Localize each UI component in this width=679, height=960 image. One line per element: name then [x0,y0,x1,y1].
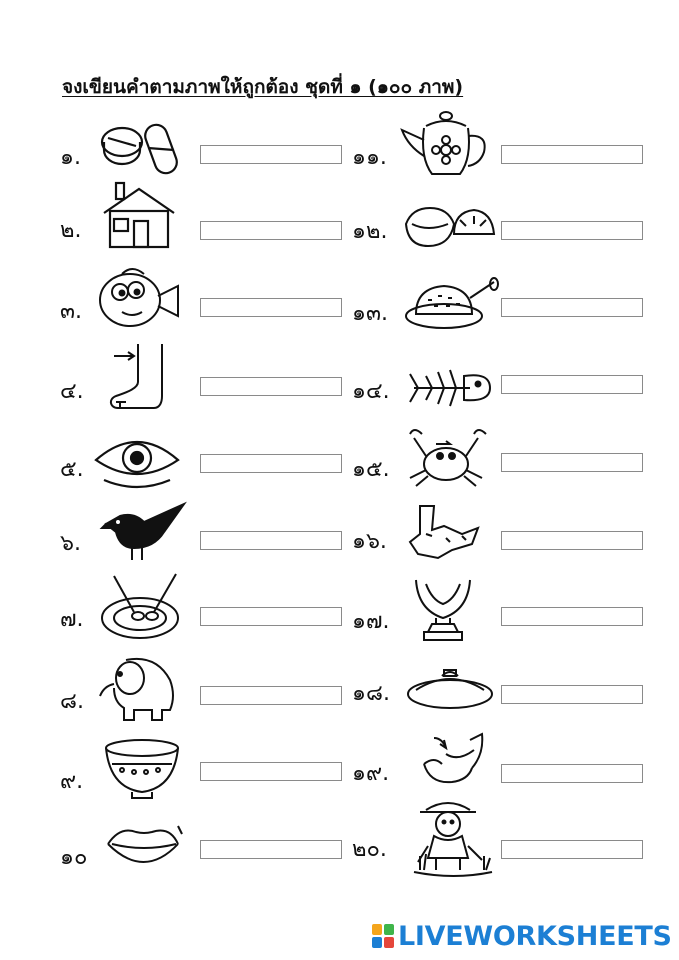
answer-input[interactable] [201,766,341,783]
answer-field[interactable] [200,454,342,473]
question-number: ๑๔. [352,379,390,404]
question-number: ๑๓. [352,301,388,326]
answer-field[interactable] [200,762,342,781]
answer-field[interactable] [501,221,643,240]
logo-text: LIVEWORKSHEETS [398,920,672,952]
question-5 [0,430,340,492]
answer-input[interactable] [201,149,341,166]
liveworksheets-logo [372,920,672,952]
answer-input[interactable] [201,458,341,475]
question-number: ๔. [60,379,84,404]
question-17 [340,576,679,644]
worksheet-title: จงเขียนคำตามภาพให้ถูกต้อง ชุดที่ ๑ (๑๐๐ ภาพ) [62,76,464,98]
answer-field[interactable] [501,840,643,859]
elephant-icon [96,654,182,724]
question-number: ๑๕. [352,457,390,482]
answer-input[interactable] [502,611,642,628]
eye-icon [94,430,180,490]
question-14 [340,358,679,414]
answer-field[interactable] [200,221,342,240]
lips-icon [106,822,184,876]
question-8 [0,654,340,724]
answer-input[interactable] [201,844,341,861]
answer-field[interactable] [200,840,342,859]
teapot-icon [398,106,494,178]
house-icon [100,183,178,249]
question-number: ๑๙. [352,761,390,786]
question-number: ๗. [60,607,84,632]
answer-field[interactable] [200,686,342,705]
answer-input[interactable] [502,149,642,166]
question-number: ๑๖. [352,529,387,554]
answer-input[interactable] [201,381,341,398]
question-number: ๓. [60,299,83,324]
crab-icon [406,426,492,488]
logo-square [372,937,382,948]
fish-icon [92,266,182,332]
question-3 [0,266,340,334]
answer-field[interactable] [200,607,342,626]
question-4 [0,344,340,414]
question-18 [340,660,679,716]
answer-field[interactable] [200,298,342,317]
answer-input[interactable] [502,768,642,785]
answer-input[interactable] [201,611,341,628]
answer-input[interactable] [502,457,642,474]
crow-icon [102,502,188,564]
question-2 [0,183,340,253]
plate-spoon-icon [98,572,182,642]
question-15 [340,426,679,492]
answer-input[interactable] [201,302,341,319]
question-7 [0,572,340,642]
farmer-icon [406,796,496,880]
question-number: ๙. [60,769,84,794]
question-number: ๘. [60,689,84,714]
question-number: ๒๐. [352,837,387,862]
question-1 [0,120,340,180]
answer-field[interactable] [501,764,643,783]
answer-field[interactable] [501,453,643,472]
logo-square [372,924,382,935]
answer-input[interactable] [502,302,642,319]
question-16 [340,500,679,564]
answer-field[interactable] [200,377,342,396]
foot-icon [104,344,170,412]
fishbone-icon [408,362,492,412]
ginger-icon [406,500,486,560]
logo-square [384,937,394,948]
answer-field[interactable] [200,531,342,550]
question-9 [0,736,340,804]
answer-field[interactable] [501,685,643,704]
question-number: ๑๘. [352,681,390,706]
answer-input[interactable] [201,225,341,242]
question-19 [340,730,679,796]
answer-input[interactable] [201,690,341,707]
question-number: ๑๑. [352,145,387,170]
answer-field[interactable] [501,145,643,164]
rice-plate-icon [404,276,498,332]
coconut-icon [402,204,496,250]
pedestal-bowl-icon [412,576,474,644]
question-number: ๕. [60,457,84,482]
answer-field[interactable] [501,531,643,550]
chin-icon [420,730,486,794]
question-number: ๒. [60,218,82,243]
question-11 [340,106,679,180]
answer-field[interactable] [501,607,643,626]
question-6 [0,502,340,566]
question-number: ๑๗. [352,609,390,634]
answer-input[interactable] [502,844,642,861]
logo-square [384,924,394,935]
logo-mark-icon [372,924,394,948]
answer-field[interactable] [200,145,342,164]
question-number: ๑. [60,145,81,170]
answer-input[interactable] [201,535,341,552]
question-10 [0,818,340,880]
answer-input[interactable] [502,535,642,552]
answer-input[interactable] [502,379,642,396]
question-number: ๑๐ [60,845,88,870]
question-13 [340,272,679,336]
pills-icon [100,120,188,176]
question-number: ๖. [60,531,81,556]
lid-icon [406,664,494,714]
question-number: ๑๒. [352,219,388,244]
answer-input[interactable] [502,689,642,706]
answer-field[interactable] [501,298,643,317]
question-20 [340,796,679,882]
answer-input[interactable] [502,225,642,242]
answer-field[interactable] [501,375,643,394]
bowl-icon [102,738,182,800]
question-12 [340,204,679,254]
